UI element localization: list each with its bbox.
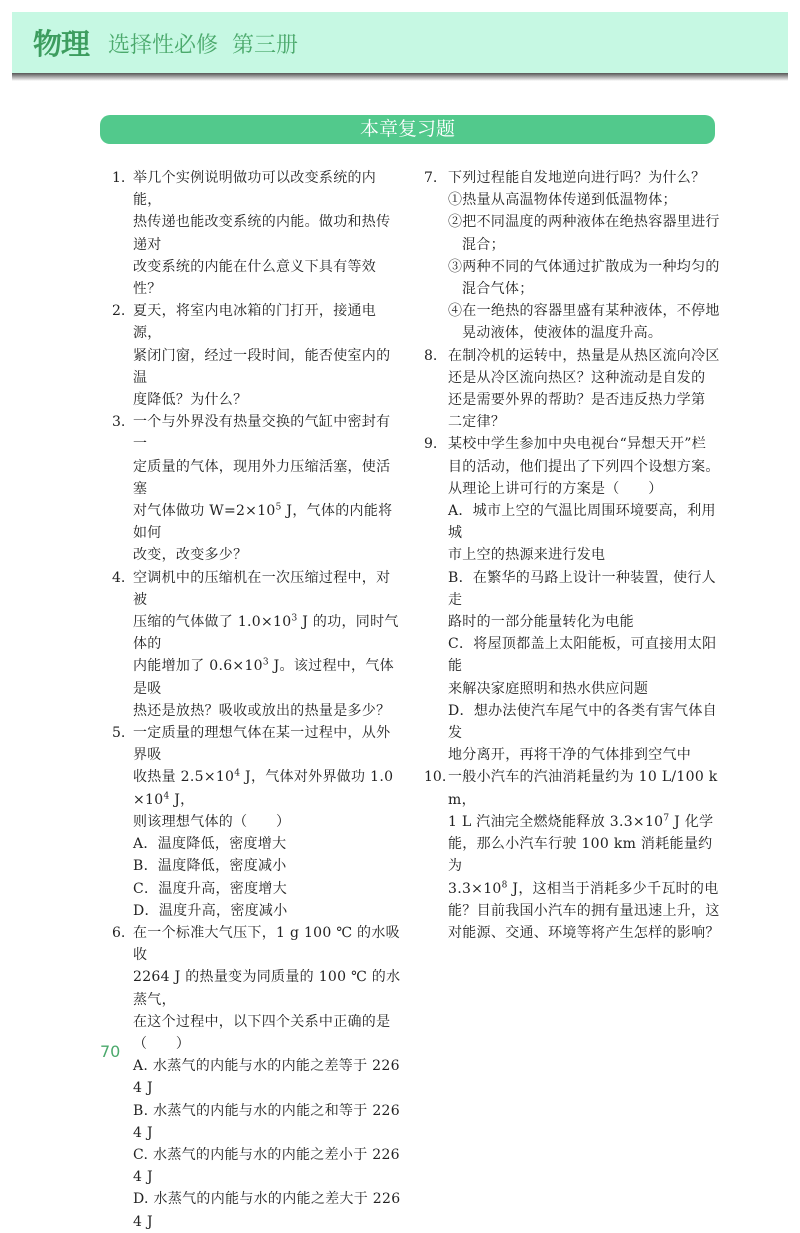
line-text: C．温度升高，密度增大 — [133, 880, 288, 897]
line-text: J，气体对外界做功 1.0×10 — [133, 769, 394, 808]
line-text: 度降低？为什么？ — [133, 392, 248, 409]
line-text: 收热量 2.5×10 — [133, 769, 235, 786]
question-line — [424, 567, 720, 611]
line-text: 二定律？ — [448, 414, 506, 431]
line-text: 从理论上讲可行的方案是（ ） — [448, 480, 663, 497]
question-line — [424, 189, 720, 211]
question-number: 6. — [112, 924, 126, 941]
line-text: 某校中学生参加中央电视台“异想天开”栏 — [448, 436, 707, 453]
header-divider — [12, 73, 788, 81]
line-text: J， — [169, 791, 195, 808]
line-text: J，气体的内能将如何 — [133, 503, 393, 542]
line-text: 内能增加了 0.6×10 — [133, 658, 263, 675]
question-line — [424, 433, 720, 455]
question-line — [112, 1055, 404, 1099]
question-line — [424, 322, 720, 344]
line-text: 改变，改变多少？ — [133, 547, 248, 564]
line-text: J。该过程中，气体是吸 — [133, 658, 394, 697]
question-line — [112, 1144, 404, 1188]
line-text: D. 水蒸气的内能与水的内能之差大于 2264 J — [133, 1191, 401, 1230]
question-line — [112, 567, 404, 611]
line-text: 地分离开，再将干净的气体排到空气中 — [448, 747, 692, 764]
line-text: 在这个过程中，以下四个关系中正确的是（ ） — [133, 1013, 391, 1052]
exponent: 4 — [234, 768, 241, 779]
question-line — [112, 833, 404, 855]
question-item — [112, 300, 404, 411]
question-line — [424, 300, 720, 322]
question-line — [424, 633, 720, 677]
question-line — [112, 900, 404, 922]
question-number: 4. — [112, 569, 126, 586]
line-text: 定质量的气体，现用外力压缩活塞，使活塞 — [133, 458, 391, 497]
exponent: 8 — [501, 879, 508, 890]
question-line — [424, 211, 720, 233]
page-number: 70 — [100, 1042, 121, 1061]
left-column — [112, 167, 404, 1233]
line-text: 混合； — [462, 236, 505, 253]
question-line — [112, 966, 404, 1010]
question-line — [112, 211, 404, 255]
question-line — [112, 611, 404, 655]
question-line — [424, 833, 720, 877]
line-text: 则该理想气体的（ ） — [133, 813, 291, 830]
line-text: 压缩的气体做了 1.0×10 — [133, 614, 292, 631]
question-line — [112, 500, 404, 544]
question-item — [112, 567, 404, 722]
question-line — [112, 456, 404, 500]
question-line — [424, 544, 720, 566]
line-text: 空调机中的压缩机在一次压缩过程中，对被 — [133, 569, 391, 608]
question-item — [112, 922, 404, 1233]
question-line — [424, 500, 720, 544]
book-series: 选择性必修 — [108, 33, 219, 58]
question-line — [112, 544, 404, 566]
question-line — [424, 367, 720, 389]
question-number: 8. — [424, 347, 438, 364]
line-text: 2264 J 的热量变为同质量的 100 ℃ 的水蒸气， — [133, 969, 401, 1008]
line-text: 下列过程能自发地逆向进行吗？为什么？ — [448, 170, 706, 186]
line-text: 举几个实例说明做功可以改变系统的内能， — [133, 170, 377, 209]
question-line — [112, 700, 404, 722]
line-text: 还是从冷区流向热区？这种流动是自发的 — [448, 369, 706, 386]
question-line — [424, 766, 720, 810]
line-text: B．温度降低，密度减小 — [133, 858, 287, 875]
question-item — [424, 433, 720, 766]
line-text: 在制冷机的运转中，热量是从热区流向冷区 — [448, 347, 720, 364]
line-text: 一个与外界没有热量交换的气缸中密封有一 — [133, 414, 391, 453]
line-text: 对能源、交通、环境等将产生怎样的影响？ — [448, 924, 720, 941]
line-text: A．城市上空的气温比周围环境要高，利用城 — [448, 503, 716, 542]
line-text: C. 水蒸气的内能与水的内能之差小于 2264 J — [133, 1146, 400, 1186]
line-text: 热还是放热？吸收或放出的热量是多少？ — [133, 702, 391, 719]
question-number: 10. — [424, 769, 447, 786]
question-line — [424, 611, 720, 633]
question-item — [112, 411, 404, 566]
question-line — [424, 234, 720, 256]
line-text: 来解决家庭照明和热水供应问题 — [448, 680, 649, 697]
line-text: J，这相当于消耗多少千瓦时的电 — [507, 880, 719, 897]
question-item — [424, 167, 720, 345]
question-line — [424, 411, 720, 433]
question-number: 5. — [112, 725, 126, 742]
line-text: 市上空的热源来进行发电 — [448, 547, 606, 564]
line-text: ④在一绝热的容器里盛有某种液体，不停地 — [448, 303, 720, 320]
question-number: 9. — [424, 436, 438, 453]
question-line — [424, 700, 720, 744]
question-line — [424, 389, 720, 411]
line-text: D．想办法使汽车尾气中的各类有害气体自发 — [448, 702, 717, 742]
question-number: 2. — [112, 303, 126, 320]
line-text: 能，那么小汽车行驶 100 km 消耗能量约为 — [448, 836, 713, 875]
line-text: 1 L 汽油完全燃烧能释放 3.3×10 — [448, 813, 664, 830]
line-text: ①热量从高温物体传递到低温物体； — [448, 192, 677, 209]
question-line — [112, 766, 404, 810]
line-text: 能？目前我国小汽车的拥有量迅速上升，这 — [448, 902, 720, 919]
line-text: 一般小汽车的汽油消耗量约为 10 L/100 km， — [448, 769, 718, 808]
line-text: D．温度升高，密度减小 — [133, 902, 288, 919]
question-line — [424, 922, 720, 944]
line-text: J 的功，同时气体的 — [133, 614, 399, 653]
exponent: 4 — [163, 791, 170, 802]
line-text: 一定质量的理想气体在某一过程中，从外界吸 — [133, 725, 391, 764]
book-title — [108, 28, 312, 59]
question-item — [112, 722, 404, 922]
line-text: 目的活动，他们提出了下列四个设想方案。 — [448, 458, 720, 475]
question-line — [424, 456, 720, 478]
question-number: 1. — [112, 170, 126, 186]
book-volume: 第三册 — [232, 33, 299, 58]
line-text: 路时的一部分能量转化为电能 — [448, 614, 634, 631]
question-line — [112, 167, 404, 211]
line-text: 夏天，将室内电冰箱的门打开，接通电源， — [133, 303, 377, 342]
question-line — [424, 900, 720, 922]
line-text: 对气体做功 W=2×10 — [133, 503, 276, 520]
section-banner: 本章复习题 — [100, 115, 715, 144]
question-line — [424, 744, 720, 766]
question-line — [424, 278, 720, 300]
question-line — [112, 345, 404, 389]
question-line — [112, 1188, 404, 1232]
line-text: J 化学 — [669, 813, 714, 830]
question-line — [112, 389, 404, 411]
line-text: B. 水蒸气的内能与水的内能之和等于 2264 J — [133, 1102, 400, 1141]
line-text: A．温度降低，密度增大 — [133, 836, 287, 853]
line-text: 还是需要外界的帮助？是否违反热力学第 — [448, 392, 706, 409]
line-text: 晃动液体，使液体的温度升高。 — [462, 325, 663, 342]
question-item — [424, 345, 720, 434]
line-text: ②把不同温度的两种液体在绝热容器里进行 — [448, 214, 720, 231]
question-line — [112, 811, 404, 833]
question-line — [112, 922, 404, 966]
question-item — [112, 167, 404, 300]
question-line — [112, 722, 404, 766]
right-column — [424, 167, 720, 944]
question-number: 3. — [112, 414, 126, 431]
question-item — [424, 766, 720, 944]
question-line — [424, 167, 720, 189]
line-text: A. 水蒸气的内能与水的内能之差等于 2264 J — [133, 1058, 400, 1097]
line-text: 热传递也能改变系统的内能。做功和热传递对 — [133, 214, 391, 253]
line-text: 在一个标准大气压下，1 g 100 ℃ 的水吸收 — [133, 924, 400, 964]
line-text: 紧闭门窗，经过一段时间，能否使室内的温 — [133, 347, 391, 386]
line-text: 3.3×10 — [448, 880, 502, 897]
question-line — [424, 678, 720, 700]
line-text: C．将屋顶都盖上太阳能板，可直接用太阳能 — [448, 636, 717, 675]
line-text: 改变系统的内能在什么意义下具有等效性？ — [133, 258, 377, 298]
line-text: B．在繁华的马路上设计一种装置，使行人走 — [448, 569, 716, 608]
question-number: 7. — [424, 170, 438, 186]
exponent: 3 — [262, 657, 269, 668]
line-text: ③两种不同的气体通过扩散成为一种均匀的 — [448, 258, 720, 275]
question-line — [424, 878, 720, 900]
question-line — [112, 855, 404, 877]
question-line — [424, 478, 720, 500]
question-line — [424, 811, 720, 833]
question-line — [112, 256, 404, 300]
line-text: 混合气体； — [462, 281, 534, 298]
question-line — [112, 411, 404, 455]
question-line — [424, 345, 720, 367]
question-line — [112, 1011, 404, 1055]
question-line — [112, 655, 404, 699]
exponent: 7 — [663, 813, 670, 824]
exponent: 5 — [275, 502, 282, 513]
question-line — [424, 256, 720, 278]
question-line — [112, 878, 404, 900]
exponent: 3 — [291, 613, 298, 624]
question-line — [112, 300, 404, 344]
subject-title: 物理 — [33, 27, 90, 61]
